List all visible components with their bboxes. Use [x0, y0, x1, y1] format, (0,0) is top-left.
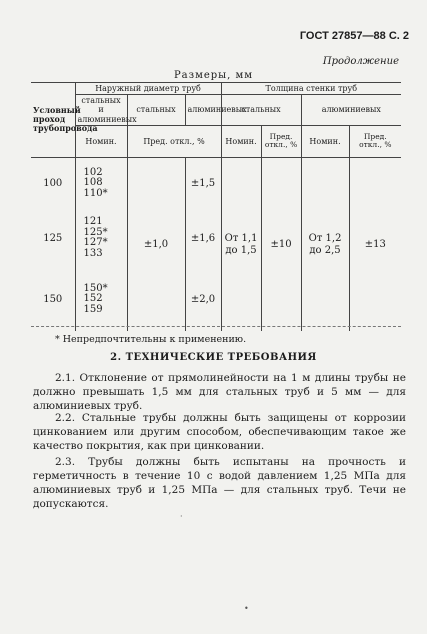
- aluminum-od-tolerance: ±1,5: [185, 157, 221, 209]
- header-al-wall-tolerance: Пред. откл., %: [349, 125, 401, 157]
- sub-header-aluminum: алюминиевых: [185, 95, 221, 126]
- od-value: 121: [83, 216, 103, 228]
- nominal-diameter: 150: [31, 267, 75, 331]
- od-value: 150*: [83, 282, 108, 294]
- paragraph-2-1: [33, 371, 406, 413]
- od-value: 133: [83, 247, 103, 259]
- outer-diameter-values: [75, 209, 127, 267]
- od-value: 125*: [83, 226, 108, 238]
- section-title: 2. ТЕХНИЧЕСКИЕ ТРЕБОВАНИЯ: [110, 352, 317, 363]
- paragraph-text: 2.1. Отклонение от прямолинейности на 1 м длины трубы не должно превышать 1,5 мм для стальных труб и 5 мм — для алюминиевых труб.: [33, 372, 406, 412]
- page-header: ГОСТ 27857—88 С. 2: [299, 30, 409, 42]
- table-row: [31, 157, 401, 209]
- sub-header-steel: стальных: [127, 95, 185, 126]
- footnote: * Непредпочтительны к применению.: [55, 334, 247, 345]
- sub-header-wall-steel: стальных: [221, 95, 301, 126]
- sub-header-steel-aluminum: стальных и алюминиевых: [75, 95, 127, 126]
- paragraph-2-3: [33, 455, 406, 511]
- paragraph-text: 2.3. Трубы должны быть испытаны на прочность и герметичность в течение 10 с водой давлением 1,25 МПа для алюминиевых труб и 1,25 МПа — для стальных труб. Течи не допускаются.: [33, 456, 406, 510]
- col-header-nominal-diameter: Условный проход трубопровода: [31, 83, 75, 158]
- paragraph-2-2: [33, 411, 406, 453]
- od-value: 110*: [83, 187, 108, 199]
- aluminum-od-tolerance: ±2,0: [185, 267, 221, 331]
- nominal-diameter: 100: [31, 157, 75, 209]
- continuation-label: Продолжение: [322, 56, 399, 67]
- aluminum-wall-nominal: От 1,2 до 2,5: [301, 157, 349, 331]
- outer-diameter-values: [75, 157, 127, 209]
- steel-wall-nominal: От 1,1 до 1,5: [221, 157, 261, 331]
- header-od-nominal: Номин.: [75, 125, 127, 157]
- pipe-dimensions-table: [31, 82, 401, 331]
- header-steel-wall-tolerance: Пред. откл., %: [261, 125, 301, 157]
- group-header-outer-diameter: Наружный диаметр труб: [75, 83, 221, 95]
- header-steel-wall-nominal: Номин.: [221, 125, 261, 157]
- aluminum-od-tolerance: ±1,6: [185, 209, 221, 267]
- table-caption: Размеры, мм: [173, 70, 254, 81]
- group-header-wall-thickness: Толщина стенки труб: [221, 83, 401, 95]
- table-bottom-rule: [31, 326, 401, 327]
- od-value: 108: [83, 177, 103, 189]
- od-value: 127*: [83, 237, 108, 249]
- sub-header-wall-aluminum: алюминиевых: [301, 95, 401, 126]
- paragraph-text: 2.2. Стальные трубы должны быть защищены от коррозии цинкованием или другим способом, обеспечивающим такое же качество покрытия, как при цинковании.: [33, 412, 406, 452]
- outer-diameter-values: [75, 267, 127, 331]
- nominal-diameter: 125: [31, 209, 75, 267]
- scan-speck: •: [244, 604, 249, 613]
- steel-wall-tolerance: ±10: [261, 157, 301, 331]
- header-al-wall-nominal: Номин.: [301, 125, 349, 157]
- od-value: 102: [83, 166, 103, 178]
- od-value: 152: [83, 293, 103, 304]
- aluminum-wall-tolerance: ±13: [349, 157, 401, 331]
- od-value: 159: [83, 303, 103, 315]
- steel-od-tolerance: ±1,0: [127, 157, 185, 331]
- scan-speck: ·: [180, 512, 183, 521]
- header-od-tolerance: Пред. откл., %: [127, 125, 221, 157]
